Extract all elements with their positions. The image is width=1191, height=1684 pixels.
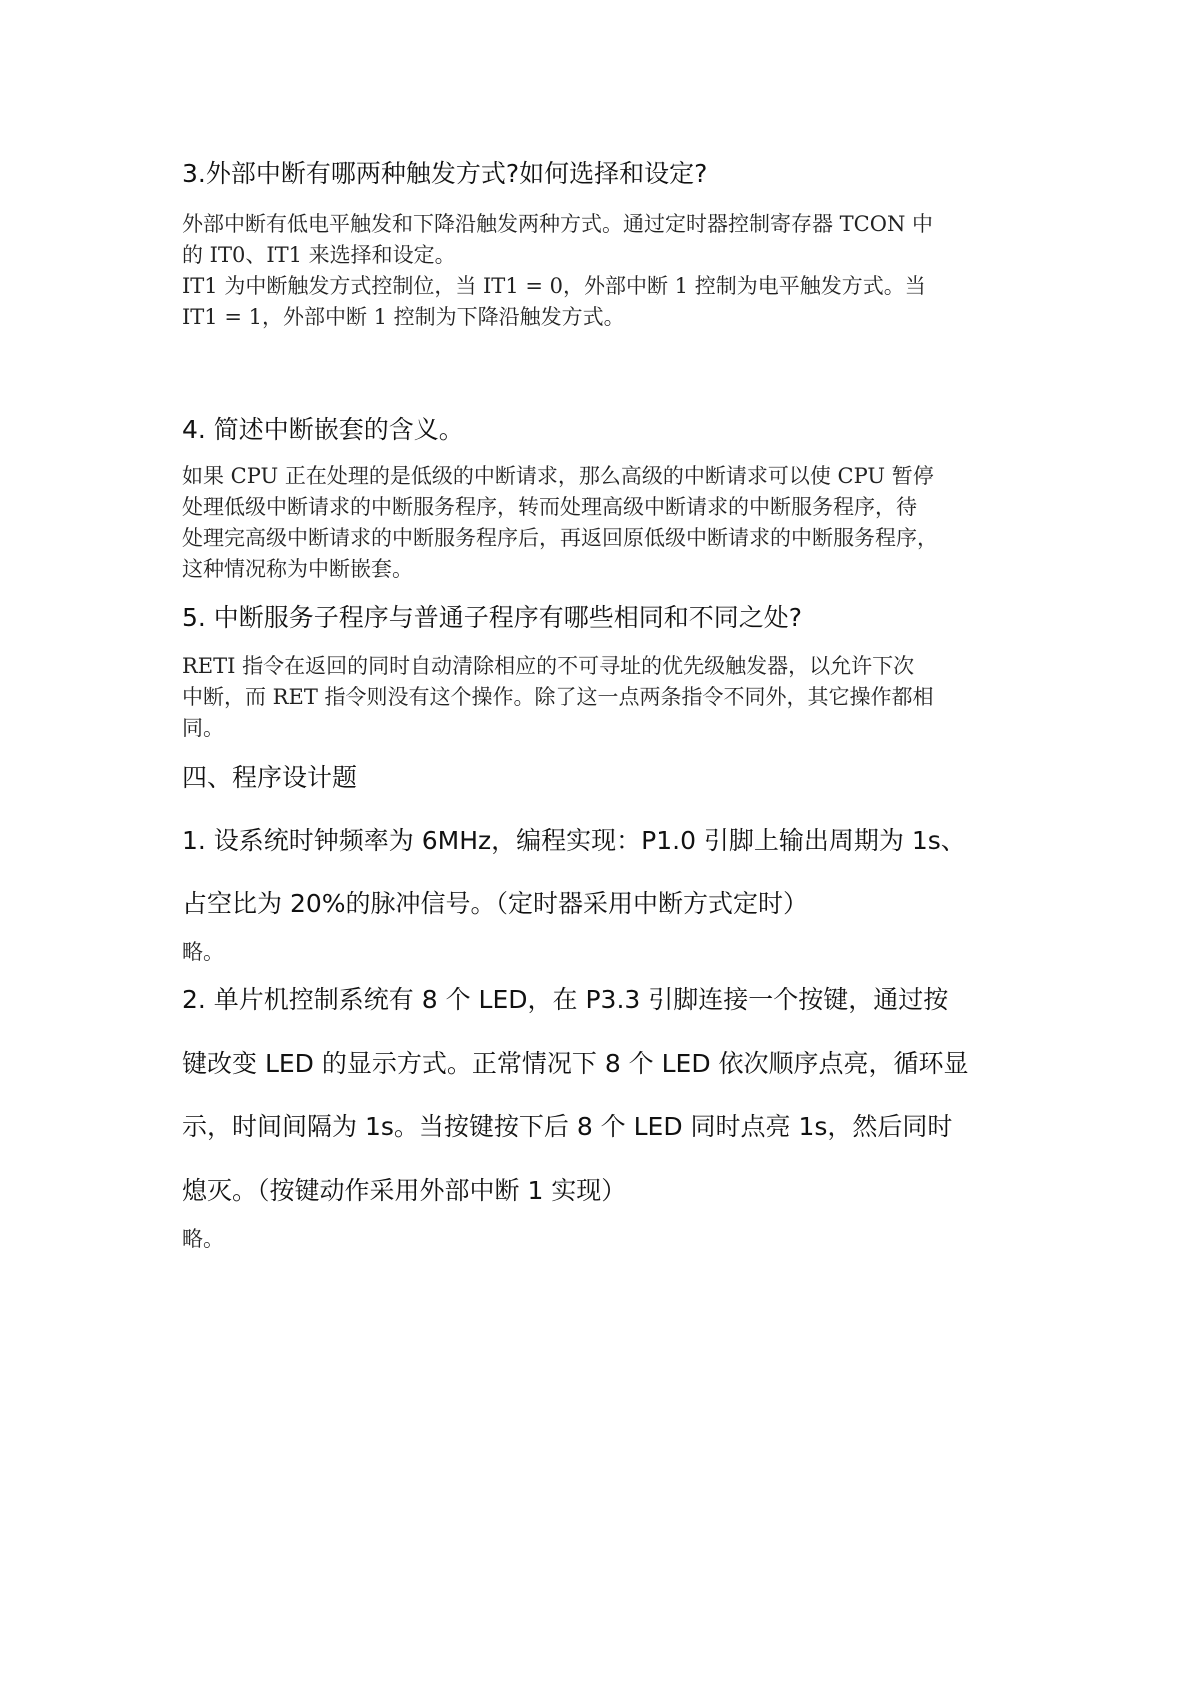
problem-2-line: 熄灭。（按键动作采用外部中断 1 实现） xyxy=(182,1176,627,1205)
answer-line: 同。 xyxy=(182,716,224,740)
answer-line: 这种情况称为中断嵌套。 xyxy=(182,557,413,581)
answer-line: 中断，而 RET 指令则没有这个操作。除了这一点两条指令不同外，其它操作都相 xyxy=(182,685,934,709)
question-3-title: 3.外部中断有哪两种触发方式?如何选择和设定? xyxy=(182,159,708,188)
question-5-title: 5. 中断服务子程序与普通子程序有哪些相同和不同之处? xyxy=(182,603,803,632)
answer-line: IT1 为中断触发方式控制位，当 IT1 = 0，外部中断 1 控制为电平触发方式。当 xyxy=(182,274,926,298)
question-4-title: 4. 简述中断嵌套的含义。 xyxy=(182,415,464,444)
problem-1-line: 1. 设系统时钟频率为 6MHz，编程实现：P1.0 引脚上输出周期为 1s、 xyxy=(182,826,966,855)
question-5-answer xyxy=(182,651,1042,744)
problem-1-answer: 略。 xyxy=(182,940,224,964)
answer-line: IT1 = 1，外部中断 1 控制为下降沿触发方式。 xyxy=(182,305,625,329)
answer-line: RETI 指令在返回的同时自动清除相应的不可寻址的优先级触发器，以允许下次 xyxy=(182,654,915,678)
problem-2-line: 键改变 LED 的显示方式。正常情况下 8 个 LED 依次顺序点亮，循环显 xyxy=(182,1049,969,1078)
answer-line: 外部中断有低电平触发和下降沿触发两种方式。通过定时器控制寄存器 TCON 中 xyxy=(182,212,934,236)
question-4-answer xyxy=(182,461,1042,585)
section-heading: 四、程序设计题 xyxy=(182,763,358,792)
answer-line: 如果 CPU 正在处理的是低级的中断请求，那么高级的中断请求可以使 CPU 暂停 xyxy=(182,464,934,488)
problem-1-line: 占空比为 20%的脉冲信号。（定时器采用中断方式定时） xyxy=(182,889,809,918)
question-3-answer xyxy=(182,209,1042,333)
answer-line: 处理完高级中断请求的中断服务程序后，再返回原低级中断请求的中断服务程序， xyxy=(182,526,938,550)
answer-line: 的 IT0、IT1 来选择和设定。 xyxy=(182,243,456,267)
problem-2-answer: 略。 xyxy=(182,1227,224,1251)
problem-2-line: 2. 单片机控制系统有 8 个 LED，在 P3.3 引脚连接一个按键，通过按 xyxy=(182,985,949,1014)
problem-2-line: 示，时间间隔为 1s。当按键按下后 8 个 LED 同时点亮 1s，然后同时 xyxy=(182,1112,953,1141)
answer-line: 处理低级中断请求的中断服务程序，转而处理高级中断请求的中断服务程序，待 xyxy=(182,495,917,519)
